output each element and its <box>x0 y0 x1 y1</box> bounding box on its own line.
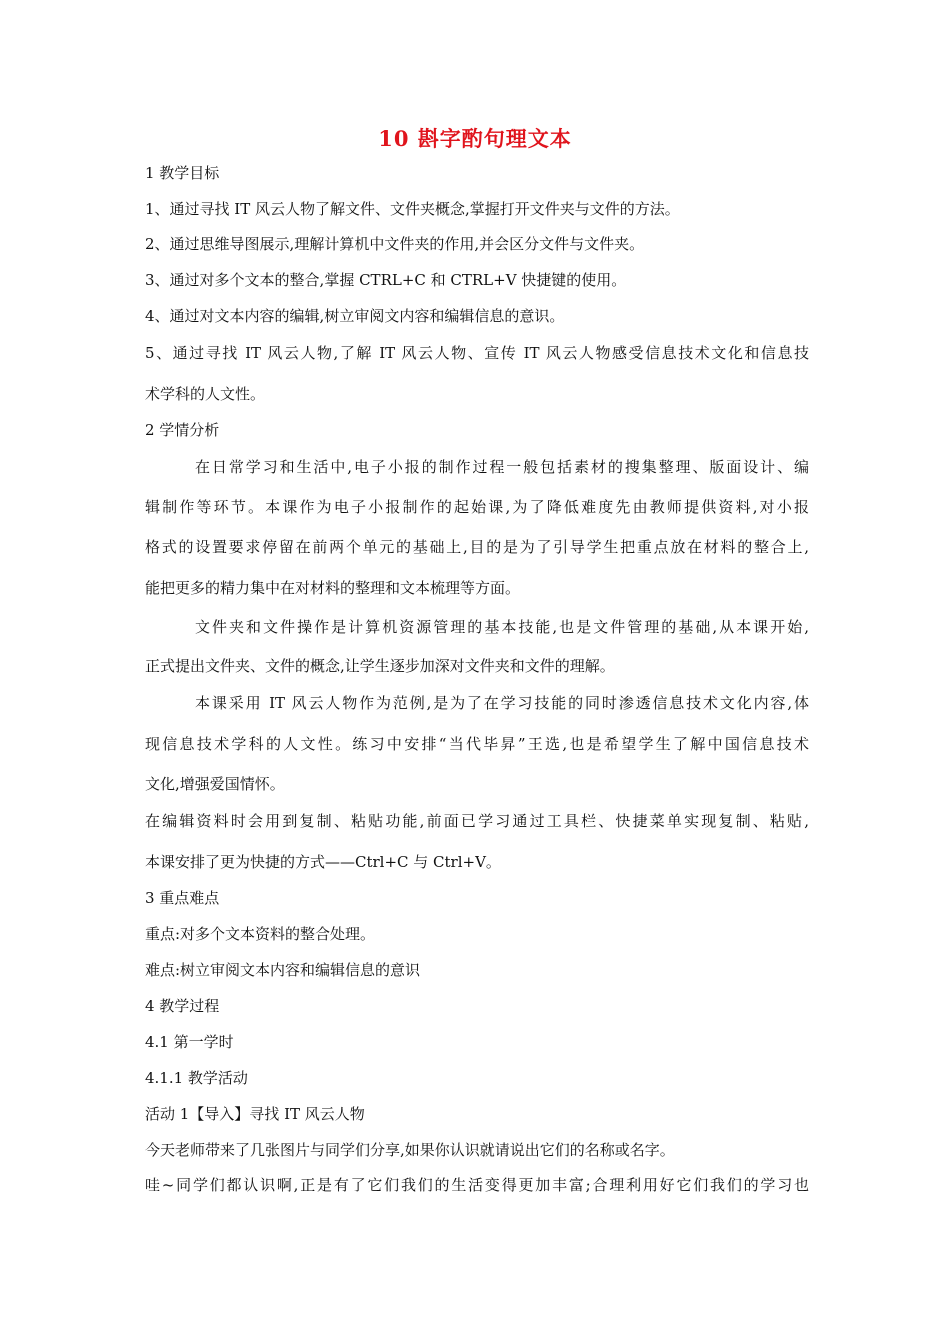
paragraph-line: 本课采用 IT 风云人物作为范例,是为了在学习技能的同时渗透信息技术文化内容,体 <box>195 694 809 712</box>
paragraph-line: 现信息技术学科的人文性。练习中安排“当代毕昇”王选,也是希望学生了解中国信息技术 <box>145 735 809 753</box>
paragraph-line: 文件夹和文件操作是计算机资源管理的基本技能,也是文件管理的基础,从本课开始, <box>195 618 809 636</box>
objective-5: 5、通过寻找 IT 风云人物,了解 IT 风云人物、宣传 IT 风云人物感受信息技术文化和信息技 <box>145 344 809 362</box>
paragraph-line: 格式的设置要求停留在前两个单元的基础上,目的是为了引导学生把重点放在材料的整合上, <box>145 538 809 556</box>
paragraph-line: 文化,增强爱国情怀。 <box>145 775 285 793</box>
section-heading-objectives: 1 教学目标 <box>145 164 220 182</box>
objective-4: 4、通过对文本内容的编辑,树立审阅文内容和编辑信息的意识。 <box>145 307 565 325</box>
section-heading-process: 4 教学过程 <box>145 997 220 1015</box>
paragraph-line: 能把更多的精力集中在对材料的整理和文本梳理等方面。 <box>145 579 521 597</box>
difficulty-point: 难点:树立审阅文本内容和编辑信息的意识 <box>145 961 421 979</box>
paragraph-line: 本课安排了更为快捷的方式——Ctrl+C 与 Ctrl+V。 <box>145 853 501 871</box>
paragraph-line: 哇~同学们都认识啊,正是有了它们我们的生活变得更加丰富;合理利用好它们我们的学习也 <box>145 1176 809 1194</box>
objective-3: 3、通过对多个文本的整合,掌握 CTRL+C 和 CTRL+V 快捷键的使用。 <box>145 271 627 289</box>
objective-1: 1、通过寻找 IT 风云人物了解文件、文件夹概念,掌握打开文件夹与文件的方法。 <box>145 200 680 218</box>
objective-2: 2、通过思维导图展示,理解计算机中文件夹的作用,并会区分文件与文件夹。 <box>145 235 645 253</box>
subsection-heading: 4.1 第一学时 <box>145 1033 234 1051</box>
paragraph-line: 辑制作等环节。本课作为电子小报制作的起始课,为了降低难度先由教师提供资料,对小报 <box>145 498 809 516</box>
paragraph-line: 正式提出文件夹、文件的概念,让学生逐步加深对文件夹和文件的理解。 <box>145 657 615 675</box>
paragraph-line: 在编辑资料时会用到复制、粘贴功能,前面已学习通过工具栏、快捷菜单实现复制、粘贴, <box>145 812 809 830</box>
paragraph-line: 在日常学习和生活中,电子小报的制作过程一般包括素材的搜集整理、版面设计、编 <box>195 458 809 476</box>
objective-5-cont: 术学科的人文性。 <box>145 385 266 403</box>
key-point: 重点:对多个文本资料的整合处理。 <box>145 925 376 943</box>
paragraph-line: 今天老师带来了几张图片与同学们分享,如果你认识就请说出它们的名称或名字。 <box>145 1141 675 1159</box>
section-heading-key-points: 3 重点难点 <box>145 889 220 907</box>
activity-heading: 活动 1【导入】寻找 IT 风云人物 <box>145 1105 365 1123</box>
document-title: 10 斟字酌句理文本 <box>378 126 572 151</box>
subsection-heading: 4.1.1 教学活动 <box>145 1069 248 1087</box>
section-heading-analysis: 2 学情分析 <box>145 421 220 439</box>
